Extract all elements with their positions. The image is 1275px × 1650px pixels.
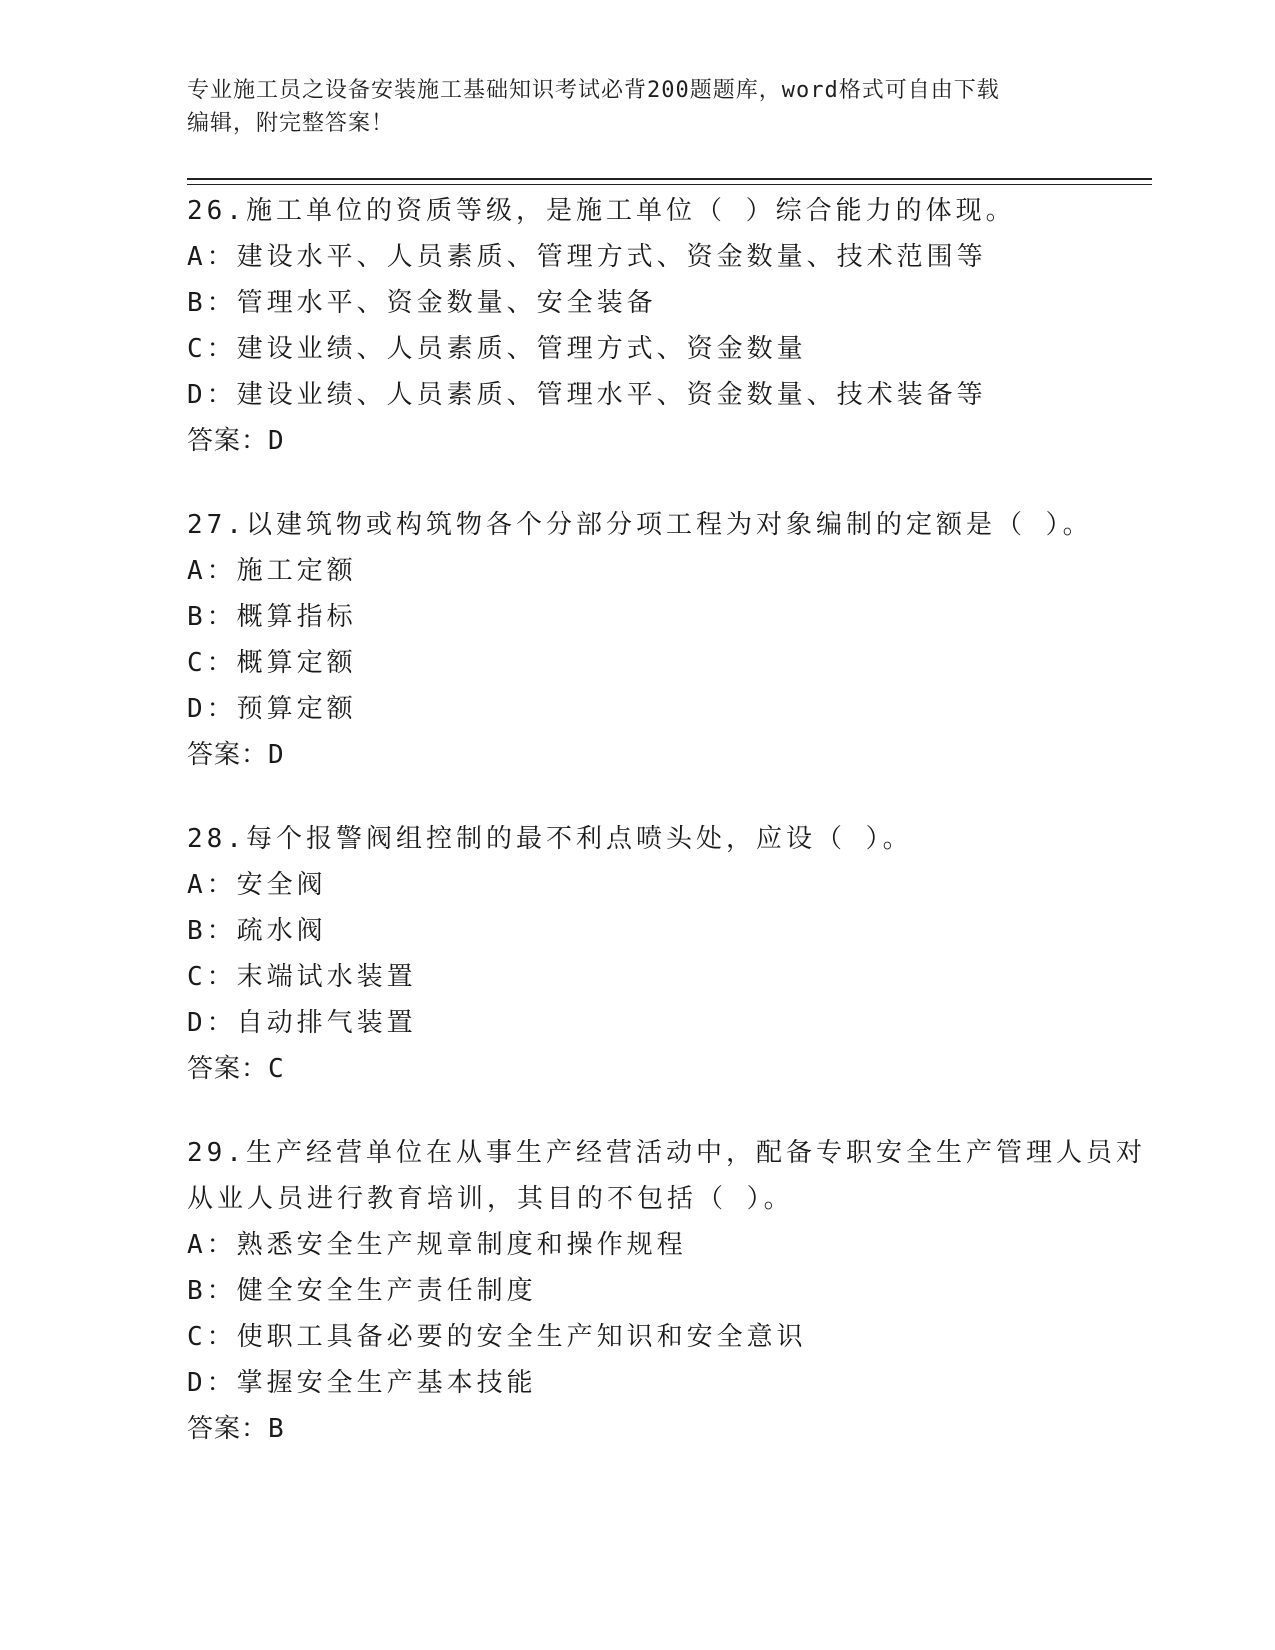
answer-line [187, 732, 1147, 778]
document-header [187, 74, 1087, 140]
answer-line [187, 1406, 1147, 1452]
option-c: C：概算定额 [187, 648, 357, 678]
option-d: D：掌握安全生产基本技能 [187, 1368, 537, 1398]
option-d: D：自动排气装置 [187, 1008, 417, 1038]
question-stem: 28.每个报警阀组控制的最不利点喷头处，应设（ ）。 [187, 824, 913, 854]
option-d: D：建设业绩、人员素质、管理水平、资金数量、技术装备等 [187, 380, 987, 410]
answer-label: 答案： [187, 740, 269, 770]
option-b: B：疏水阀 [187, 916, 327, 946]
option-a: A：安全阀 [187, 870, 327, 900]
answer-value: D [268, 740, 285, 770]
answer-line [187, 418, 1147, 464]
option-d: D：预算定额 [187, 694, 357, 724]
header-line-1: 专业施工员之设备安装施工基础知识考试必背200题题库，word格式可自由下载 [187, 78, 1000, 103]
answer-value: B [268, 1414, 285, 1444]
question-26 [187, 188, 1147, 464]
option-b: B：健全安全生产责任制度 [187, 1276, 537, 1306]
question-28 [187, 816, 1147, 1092]
header-line-2: 编辑，附完整答案！ [187, 111, 395, 136]
option-c: C：末端试水装置 [187, 962, 417, 992]
question-stem: 29.生产经营单位在从事生产经营活动中，配备专职安全生产管理人员对从业人员进行教育培训，其目的不包括（ ）。 [187, 1138, 1146, 1214]
answer-line [187, 1046, 1147, 1092]
option-b: B：管理水平、资金数量、安全装备 [187, 288, 657, 318]
question-list [187, 188, 1147, 1490]
answer-value: D [268, 426, 285, 456]
option-b: B：概算指标 [187, 602, 357, 632]
answer-label: 答案： [187, 1414, 269, 1444]
answer-value: C [268, 1054, 285, 1084]
option-c: C：建设业绩、人员素质、管理方式、资金数量 [187, 334, 807, 364]
option-c: C：使职工具备必要的安全生产知识和安全意识 [187, 1322, 807, 1352]
option-a: A：熟悉安全生产规章制度和操作规程 [187, 1230, 687, 1260]
question-stem: 27.以建筑物或构筑物各个分部分项工程为对象编制的定额是（ ）。 [187, 510, 1093, 540]
option-a: A：建设水平、人员素质、管理方式、资金数量、技术范围等 [187, 242, 987, 272]
answer-label: 答案： [187, 426, 269, 456]
question-stem: 26.施工单位的资质等级，是施工单位（ ）综合能力的体现。 [187, 196, 1016, 226]
header-divider-thin [187, 184, 1152, 185]
option-a: A：施工定额 [187, 556, 357, 586]
header-divider-thick [187, 178, 1152, 180]
question-29 [187, 1130, 1147, 1452]
answer-label: 答案： [187, 1054, 269, 1084]
question-27 [187, 502, 1147, 778]
